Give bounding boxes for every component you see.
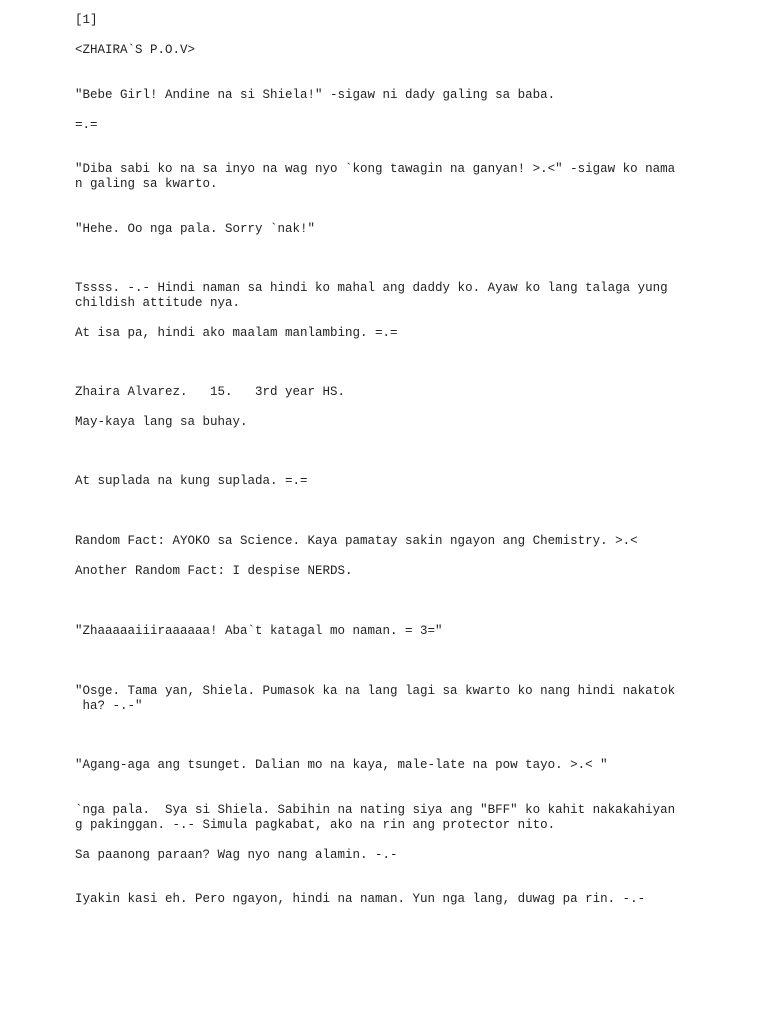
text-line: ha? -.-" <box>75 699 143 713</box>
text-line: At suplada na kung suplada. =.= <box>75 474 308 488</box>
text-line: May-kaya lang sa buhay. <box>75 415 248 429</box>
chapter-marker: [1] <box>75 13 98 27</box>
text-line: "Zhaaaaaiiiraaaaaa! Aba`t katagal mo naman. = 3=" <box>75 624 443 638</box>
text-line: At isa pa, hindi ako maalam manlambing. =.= <box>75 326 398 340</box>
text-line: n galing sa kwarto. <box>75 177 218 191</box>
text-line: Another Random Fact: I despise NERDS. <box>75 564 353 578</box>
text-line: Sa paanong paraan? Wag nyo nang alamin. -.- <box>75 848 398 862</box>
text-line: "Diba sabi ko na sa inyo na wag nyo `kong tawagin na ganyan! >.<" -sigaw ko nama <box>75 162 676 176</box>
text-line: Iyakin kasi eh. Pero ngayon, hindi na naman. Yun nga lang, duwag pa rin. -.- <box>75 892 646 906</box>
pov-heading: <ZHAIRA`S P.O.V> <box>75 43 196 57</box>
text-line: "Bebe Girl! Andine na si Shiela!" -sigaw ni dady galing sa baba. <box>75 88 556 102</box>
text-line: g pakinggan. -.- Simula pagkabat, ako na rin ang protector nito. <box>75 818 556 832</box>
text-line: `nga pala. Sya si Shiela. Sabihin na nating siya ang "BFF" ko kahit nakakahiyan <box>75 803 676 817</box>
text-line: =.= <box>75 118 98 132</box>
text-line: "Agang-aga ang tsunget. Dalian mo na kaya, male-late na pow tayo. >.< " <box>75 758 608 772</box>
text-line: Random Fact: AYOKO sa Science. Kaya pamatay sakin ngayon ang Chemistry. >.< <box>75 534 638 548</box>
text-line: "Hehe. Oo nga pala. Sorry `nak!" <box>75 222 316 236</box>
text-line: childish attitude nya. <box>75 296 241 310</box>
text-line: Zhaira Alvarez. 15. 3rd year HS. <box>75 385 346 399</box>
text-line: Tssss. -.- Hindi naman sa hindi ko mahal ang daddy ko. Ayaw ko lang talaga yung <box>75 281 668 295</box>
text-line: "Osge. Tama yan, Shiela. Pumasok ka na lang lagi sa kwarto ko nang hindi nakatok <box>75 684 676 698</box>
